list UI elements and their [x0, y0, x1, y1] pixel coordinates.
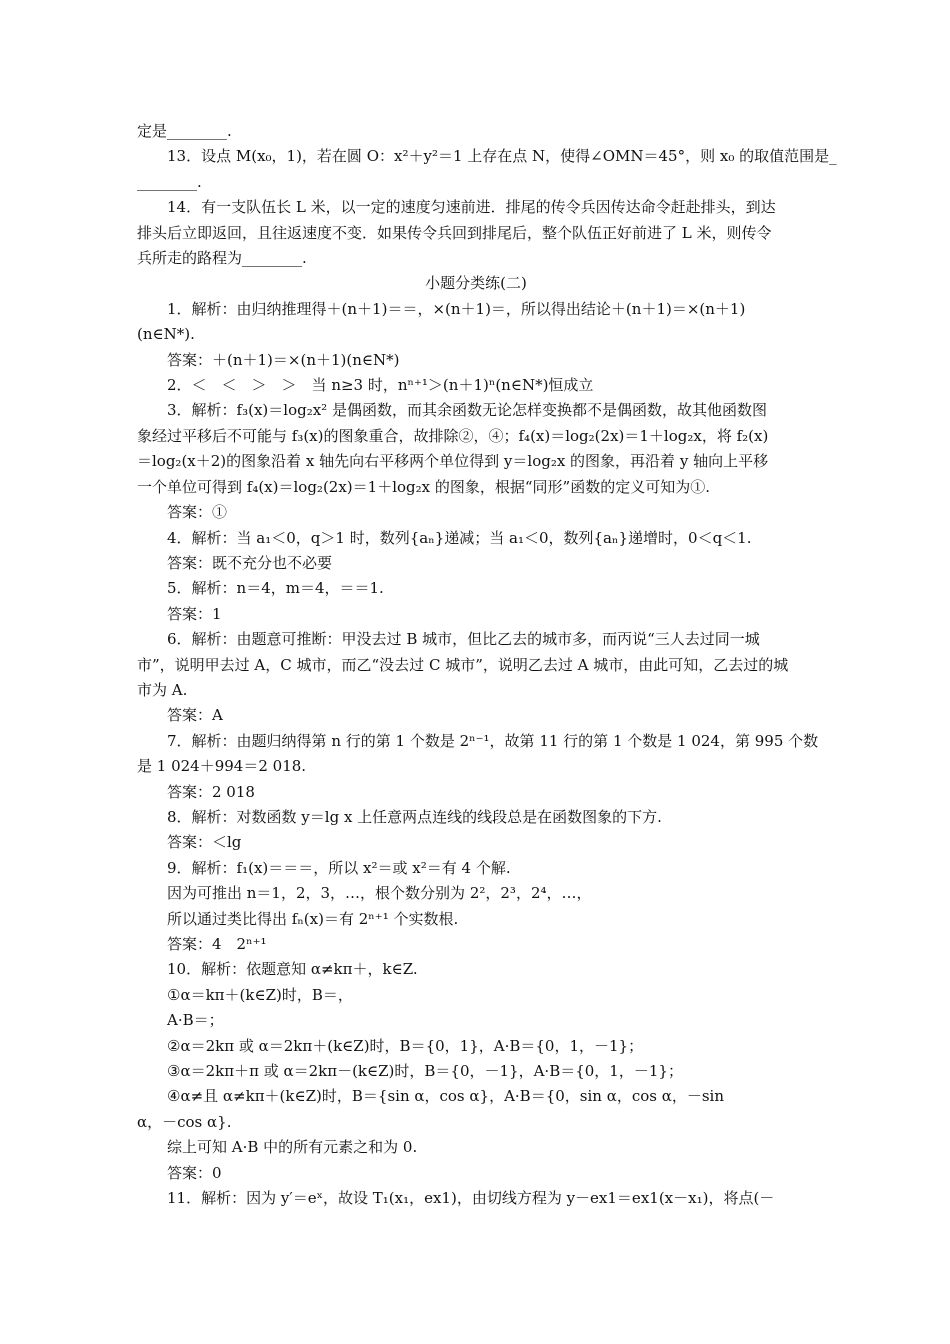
- text-line: ＝log₂(x＋2)的图象沿着 x 轴先向右平移两个单位得到 y＝log₂x 的图象，再沿着 y 轴向上平移: [137, 452, 769, 471]
- text-line: ①α＝kπ＋(k∈Z)时，B＝，: [167, 985, 353, 1004]
- text-line: 一个单位可得到 f₄(x)＝log₂(2x)＝1＋log₂x 的图象，根据“同形”函数的定义可知为①.: [137, 477, 710, 496]
- text-line: 答案：1: [167, 604, 222, 623]
- text-line: 答案：＜lg: [167, 833, 242, 852]
- text-line: 定是________.: [137, 122, 232, 140]
- text-line: ________.: [137, 172, 202, 191]
- text-line: 答案：①: [167, 503, 228, 522]
- text-line: 兵所走的路程为________.: [137, 249, 307, 268]
- text-line: 综上可知 A·B 中的所有元素之和为 0.: [167, 1138, 418, 1157]
- text-line: 8．解析：对数函数 y＝lg x 上任意两点连线的线段总是在函数图象的下方.: [167, 807, 662, 826]
- text-line: 答案：2 018: [167, 782, 255, 801]
- text-line: 市”，说明甲去过 A，C 城市，而乙“没去过 C 城市”，说明乙去过 A 城市，由此可知，乙去过的城: [137, 655, 789, 674]
- text-line: 4．解析：当 a₁＜0，q＞1 时，数列{aₙ}递减；当 a₁＜0，数列{aₙ}递增时，0＜q＜1.: [167, 528, 752, 547]
- text-line: 答案：4 2ⁿ⁺¹: [167, 935, 267, 953]
- text-line: ③α＝2kπ＋π 或 α＝2kπ－(k∈Z)时，B＝{0，－1}，A·B＝{0，1，－1}；: [167, 1062, 683, 1081]
- text-line: 市为 A.: [137, 680, 188, 699]
- text-line: 13．设点 M(x₀，1)，若在圆 O：x²＋y²＝1 上存在点 N，使得∠OMN＝45°，则 x₀ 的取值范围是_: [167, 147, 837, 166]
- text-line: α，－cos α}.: [137, 1112, 232, 1131]
- text-line: 9．解析：f₁(x)＝＝＝，所以 x²＝或 x²＝有 4 个解.: [167, 858, 511, 877]
- text-line: 11．解析：因为 y′＝eˣ，故设 T₁(x₁，ex1)，由切线方程为 y－ex1＝ex1(x－x₁)，将点(－: [167, 1189, 775, 1208]
- text-line: ④α≠且 α≠kπ＋(k∈Z)时，B＝{sin α，cos α}，A·B＝{0，sin α，cos α，－sin: [167, 1087, 725, 1106]
- text-line: 6．解析：由题意可推断：甲没去过 B 城市，但比乙去的城市多，而丙说“三人去过同一城: [167, 630, 760, 649]
- text-line: 10．解析：依题意知 α≠kπ＋，k∈Z.: [167, 960, 418, 979]
- text-line: 答案：＋(n＋1)＝×(n＋1)(n∈N*): [167, 350, 400, 369]
- section-heading: 小题分类练(二): [425, 274, 527, 293]
- text-line: 2．＜ ＜ ＞ ＞ 当 n≥3 时，nⁿ⁺¹＞(n＋1)ⁿ(n∈N*)恒成立: [167, 376, 594, 395]
- text-line: 7．解析：由题归纳得第 n 行的第 1 个数是 2ⁿ⁻¹，故第 11 行的第 1 个数是 1 024，第 995 个数: [167, 731, 819, 750]
- text-line: 5．解析：n＝4，m＝4，＝＝1.: [167, 579, 384, 598]
- text-line: 因为可推出 n＝1，2，3，…，根个数分别为 2²，2³，2⁴，…，: [167, 884, 592, 903]
- text-line: 所以通过类比得出 fₙ(x)＝有 2ⁿ⁺¹ 个实数根.: [167, 909, 459, 928]
- text-line: ②α＝2kπ 或 α＝2kπ＋(k∈Z)时，B＝{0，1}，A·B＝{0，1，－1}；: [167, 1036, 644, 1055]
- text-line: 象经过平移后不可能与 f₃(x)的图象重合，故排除②，④；f₄(x)＝log₂(2x)＝1＋log₂x，将 f₂(x): [137, 426, 769, 445]
- text-line: 答案：0: [167, 1163, 222, 1182]
- text-line: A·B＝；: [167, 1011, 224, 1030]
- text-line: 排头后立即返回，且往返速度不变．如果传令兵回到排尾后，整个队伍正好前进了 L 米，则传令: [137, 223, 772, 242]
- document-body: [137, 119, 837, 1211]
- text-line: 1．解析：由归纳推理得＋(n＋1)＝＝，×(n＋1)＝，所以得出结论＋(n＋1)＝×(n＋1): [167, 299, 746, 318]
- text-line: 14．有一支队伍长 L 米，以一定的速度匀速前进．排尾的传令兵因传达命令赶赴排头，到达: [167, 198, 776, 217]
- text-line: (n∈N*).: [137, 325, 195, 344]
- text-line: 答案：既不充分也不必要: [167, 553, 333, 572]
- text-line: 答案：A: [167, 706, 223, 725]
- text-line: 3．解析：f₃(x)＝log₂x² 是偶函数，而其余函数无论怎样变换都不是偶函数，故其他函数图: [167, 401, 767, 420]
- text-line: 是 1 024＋994＝2 018.: [137, 757, 307, 776]
